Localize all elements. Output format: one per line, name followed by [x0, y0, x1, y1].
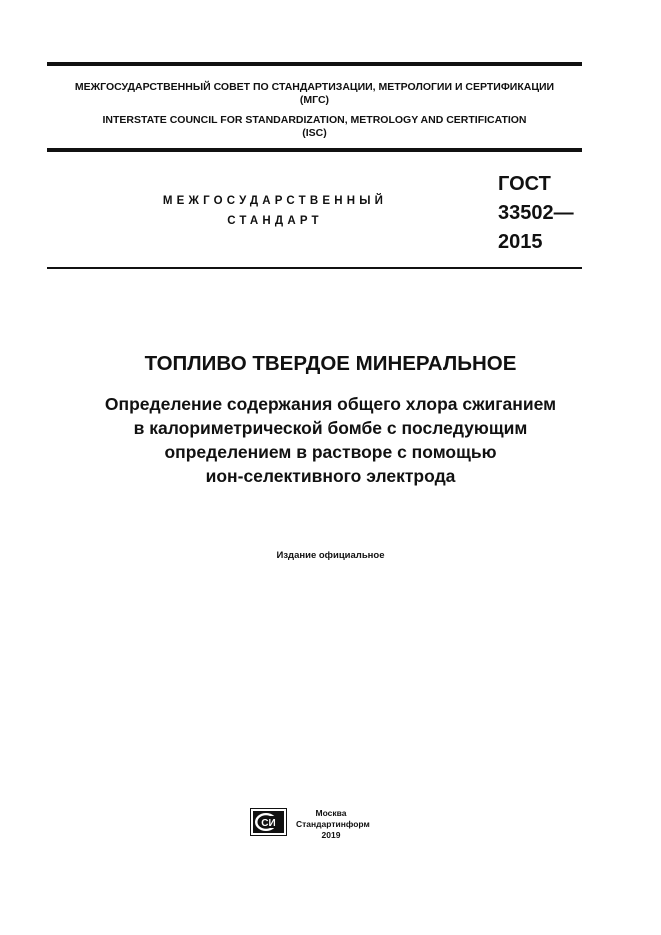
edition-label: Издание официальное [276, 550, 385, 561]
subtitle-line-1: Определение содержания общего хлора сжиганием [104, 394, 557, 414]
top-divider [47, 62, 582, 66]
publisher-year: 2019 [321, 830, 341, 840]
document-subtitle [47, 392, 614, 488]
standard-code: ГОСТ [498, 173, 551, 195]
publisher-name: Стандартинформ [296, 819, 370, 829]
council-name-en [47, 114, 582, 140]
standard-designation [498, 170, 574, 257]
council-en-abbr: (ISC) [302, 127, 327, 139]
subtitle-line-2: в калориметрической бомбе с последующим [133, 418, 528, 438]
document-title: ТОПЛИВО ТВЕРДОЕ МИНЕРАЛЬНОЕ [144, 352, 517, 375]
standard-year: 2015 [498, 231, 543, 253]
subtitle-line-3: определением в растворе с помощью [164, 442, 497, 462]
standard-type-line1: МЕЖГОСУДАРСТВЕННЫЙ [162, 195, 388, 207]
council-name-ru [47, 81, 582, 107]
publisher-info [296, 808, 370, 841]
logo-text: СИ [261, 818, 276, 829]
standard-type-label [130, 191, 420, 231]
designation-divider [47, 267, 582, 269]
council-ru-line1: МЕЖГОСУДАРСТВЕННЫЙ СОВЕТ ПО СТАНДАРТИЗАЦИИ, МЕТРОЛОГИИ И СЕРТИФИКАЦИИ [74, 81, 555, 93]
council-en-line1: INTERSTATE COUNCIL FOR STANDARDIZATION, METROLOGY AND CERTIFICATION [102, 114, 527, 126]
council-ru-abbr: (МГС) [299, 94, 330, 106]
standard-number: 33502— [498, 202, 574, 224]
standard-type-line2: СТАНДАРТ [227, 215, 323, 227]
standartinform-logo-icon [250, 808, 287, 836]
publisher-city: Москва [315, 808, 347, 818]
subtitle-line-4: ион-селективного электрода [205, 466, 456, 486]
header-divider [47, 148, 582, 152]
